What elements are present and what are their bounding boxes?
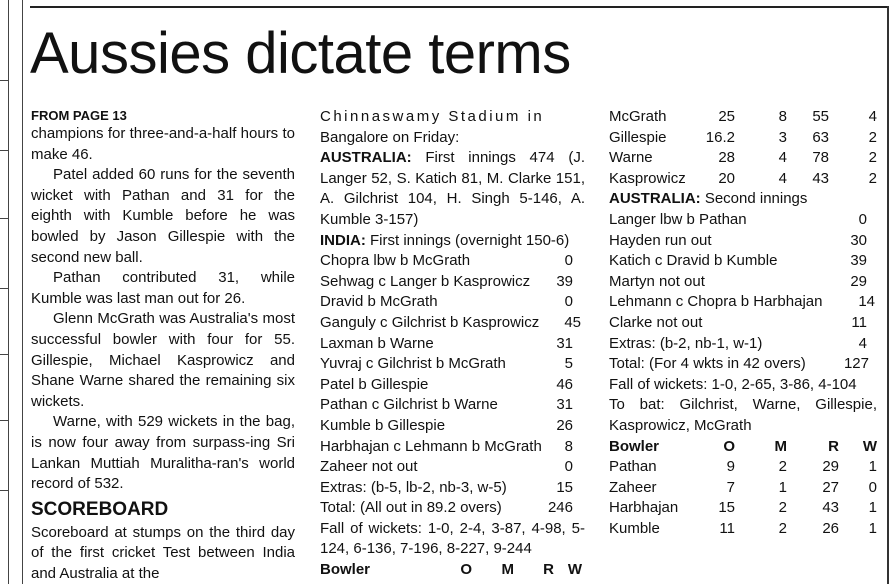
bowler-name: Gillespie <box>609 128 667 146</box>
bowling-header-cell: W <box>862 437 877 455</box>
batsman-runs: 39 <box>556 272 573 290</box>
batsman-dismissal: Zaheer not out <box>320 458 418 476</box>
extras-value: 15 <box>556 478 573 496</box>
continued-from-kicker: FROM PAGE 13 <box>31 108 127 123</box>
wickets: 1 <box>868 458 877 476</box>
maidens: 8 <box>778 108 787 125</box>
maidens: 4 <box>778 149 787 167</box>
batsman-dismissal: Harbhajan c Lehmann b McGrath <box>320 437 542 455</box>
wickets: 2 <box>868 149 877 167</box>
right-border-rule <box>887 6 889 584</box>
team-label: INDIA: <box>320 231 366 249</box>
bowling-row <box>609 519 877 540</box>
extras-row <box>320 478 585 499</box>
margin-tick <box>0 420 8 421</box>
wickets: 2 <box>868 128 877 146</box>
maidens: 2 <box>778 458 787 476</box>
bowling-row <box>609 148 877 169</box>
batsman-dismissal: Katich c Dravid b Kumble <box>609 252 778 270</box>
extras-row <box>609 334 877 355</box>
batting-row <box>320 375 585 396</box>
batting-row <box>320 437 585 458</box>
stadium-line: Chinnaswamy Stadium in <box>320 108 545 125</box>
runs: 43 <box>822 499 839 517</box>
maidens: 1 <box>778 478 787 496</box>
maidens: 3 <box>778 128 787 146</box>
batting-row <box>320 416 585 437</box>
batsman-runs: 46 <box>556 375 573 393</box>
bowling-header <box>609 437 877 458</box>
australia-second-innings <box>609 189 877 210</box>
batting-row <box>320 292 585 313</box>
scoreboard-column-3 <box>609 107 877 539</box>
batsman-runs: 0 <box>564 252 573 270</box>
bowling-row <box>609 169 877 190</box>
batting-row <box>320 457 585 478</box>
bowling-header-cell: M <box>501 561 514 579</box>
total-value: 246 <box>547 499 573 517</box>
australia-bowling-table <box>609 107 877 189</box>
batsman-runs: 0 <box>564 458 573 476</box>
batsman-runs: 26 <box>556 416 573 434</box>
batsman-dismissal: Langer lbw b Pathan <box>609 210 747 228</box>
batsman-dismissal: Chopra lbw b McGrath <box>320 252 471 270</box>
total-value: 127 <box>843 355 869 373</box>
wickets: 4 <box>868 108 877 125</box>
overs: 7 <box>726 478 735 496</box>
bowler-name: Warne <box>609 149 653 167</box>
australia-batting-list <box>609 210 877 375</box>
batsman-runs: 45 <box>564 313 581 331</box>
bowler-name: Pathan <box>609 458 657 476</box>
wickets: 0 <box>868 478 877 496</box>
bowling-row <box>609 498 877 519</box>
batsman-dismissal: Laxman b Warne <box>320 334 434 352</box>
batsman-runs: 8 <box>564 437 573 455</box>
india-first-innings <box>320 231 585 252</box>
batsman-runs: 31 <box>556 396 573 414</box>
batting-row <box>609 292 877 313</box>
bowling-header-cell: W <box>567 561 582 579</box>
wickets: 1 <box>868 499 877 517</box>
margin-tick <box>0 150 8 151</box>
wickets: 2 <box>868 169 877 187</box>
fall-of-wickets: Fall of wickets: 1-0, 2-65, 3-86, 4-104 <box>609 375 857 393</box>
overs: 15 <box>718 499 735 517</box>
runs: 78 <box>812 149 829 167</box>
article-paragraph: Pathan contributed 31, while Kumble was last man out for 26. <box>31 269 295 307</box>
bowling-row <box>609 128 877 149</box>
batsman-dismissal: Lehmann c Chopra b Harbhajan <box>609 293 823 311</box>
team-label: AUSTRALIA: <box>609 190 701 208</box>
runs: 43 <box>812 169 829 187</box>
article-paragraph: Glenn McGrath was Australia's most successful bowler with four for 55. Gillespie, Michael Kasprowicz and Shane Warne shared the remaining six wickets. <box>31 310 295 410</box>
batting-row <box>609 272 877 293</box>
total-label: Total: (For 4 wkts in 42 overs) <box>609 355 806 373</box>
extras-label: Extras: (b-5, lb-2, nb-3, w-5) <box>320 478 507 496</box>
batsman-runs: 14 <box>858 293 875 311</box>
batsman-dismissal: Martyn not out <box>609 272 705 290</box>
batting-row <box>320 251 585 272</box>
article-paragraph: Warne, with 529 wickets in the bag, is now four away from surpass-ing Sri Lankan Muttiah Muralitha-ran's world record of 532. <box>31 413 295 493</box>
margin-tick <box>0 218 8 219</box>
article-paragraph: Patel added 60 runs for the seventh wicket with Pathan and 31 for the eighth with Kumble before he was bowled by Jason Gillespie with the second new ball. <box>31 166 295 266</box>
bowling-header <box>320 560 585 581</box>
runs: 55 <box>812 108 829 125</box>
batting-row <box>320 395 585 416</box>
batsman-runs: 39 <box>850 252 867 270</box>
overs: 20 <box>718 169 735 187</box>
bowling-header-cell: R <box>543 561 554 579</box>
margin-tick <box>0 288 8 289</box>
extras-value: 4 <box>858 334 867 352</box>
bowling-header-cell: O <box>460 561 472 579</box>
batting-row <box>320 272 585 293</box>
margin-tick <box>0 354 8 355</box>
batsman-runs: 0 <box>564 293 573 311</box>
batsman-dismissal: Patel b Gillespie <box>320 375 429 393</box>
overs: 16.2 <box>705 128 735 146</box>
innings-summary: First innings 474 (J. Langer 52, S. Katich 81, M. Clarke 151, A. Gilchrist 104, H. Singh 5-146, A. Kumble 3-157) <box>320 149 585 228</box>
batting-row <box>609 210 877 231</box>
batting-row <box>320 354 585 375</box>
bowler-name: Zaheer <box>609 478 657 496</box>
batsman-dismissal: Pathan c Gilchrist b Warne <box>320 396 498 414</box>
batsman-runs: 29 <box>850 272 867 290</box>
runs: 63 <box>812 128 829 146</box>
batsman-dismissal: Dravid b McGrath <box>320 293 438 311</box>
overs: 28 <box>718 149 735 167</box>
batsman-dismissal: Ganguly c Gilchrist b Kasprowicz <box>320 313 540 331</box>
innings-summary: First innings (overnight 150-6) <box>365 231 570 249</box>
runs: 29 <box>822 458 839 476</box>
wickets: 1 <box>868 519 877 537</box>
bowling-row <box>609 457 877 478</box>
batsman-runs: 0 <box>858 210 867 228</box>
total-label: Total: (All out in 89.2 overs) <box>320 499 502 517</box>
australia-first-innings <box>320 148 585 230</box>
overs: 9 <box>726 458 735 476</box>
runs: 26 <box>822 519 839 537</box>
batsman-runs: 11 <box>851 313 867 331</box>
bowling-row <box>609 478 877 499</box>
batsman-dismissal: Hayden run out <box>609 231 712 249</box>
maidens: 2 <box>778 519 787 537</box>
bowling-header-cell: Bowler <box>320 561 371 579</box>
bowling-header-cell: R <box>828 437 839 455</box>
margin-tick <box>0 490 8 491</box>
batsman-dismissal: Kumble b Gillespie <box>320 416 446 434</box>
total-row <box>320 498 585 519</box>
margin-tick <box>0 80 8 81</box>
runs: 27 <box>822 478 839 496</box>
batsman-dismissal: Clarke not out <box>609 313 703 331</box>
bowler-name: Kasprowicz <box>609 169 686 187</box>
venue-line: Bangalore on Friday: <box>320 128 460 146</box>
fall-of-wickets: Fall of wickets: 1-0, 2-4, 3-87, 4-98, 5-124, 6-136, 7-196, 8-227, 9-244 <box>320 519 585 558</box>
top-rule <box>30 6 889 8</box>
batting-row <box>609 251 877 272</box>
bowling-header-cell: Bowler <box>609 437 660 455</box>
team-label: AUSTRALIA: <box>320 149 412 167</box>
left-margin-rule <box>8 0 9 584</box>
batting-row <box>320 313 585 334</box>
batsman-dismissal: Yuvraj c Gilchrist b McGrath <box>320 355 506 373</box>
column-rule <box>22 0 23 584</box>
bowler-name: Kumble <box>609 519 660 537</box>
scoreboard-column-2 <box>320 107 585 581</box>
maidens: 2 <box>778 499 787 517</box>
article-paragraph: champions for three-and-a-half hours to make 46. <box>31 125 295 163</box>
maidens: 4 <box>778 169 787 187</box>
extras-label: Extras: (b-2, nb-1, w-1) <box>609 334 763 352</box>
bowling-row <box>609 107 877 128</box>
batting-row <box>320 334 585 355</box>
to-bat-list: To bat: Gilchrist, Warne, Gillespie, Kasprowicz, McGrath <box>609 396 877 434</box>
overs: 25 <box>718 108 735 125</box>
innings-summary: Second innings <box>700 190 808 208</box>
headline: Aussies dictate terms <box>30 21 571 86</box>
bowler-name: McGrath <box>609 108 667 125</box>
batting-row <box>609 231 877 252</box>
scoreboard-intro: Scoreboard at stumps on the third day of the first cricket Test between India and Australia at the <box>31 523 295 582</box>
bowler-name: Harbhajan <box>609 499 679 517</box>
scoreboard-subhead: SCOREBOARD <box>31 498 169 520</box>
total-row <box>609 354 877 375</box>
batsman-runs: 5 <box>564 355 573 373</box>
india-bowling-table <box>609 457 877 539</box>
batsman-dismissal: Sehwag c Langer b Kasprowicz <box>320 272 531 290</box>
overs: 11 <box>719 519 735 537</box>
batting-row <box>609 313 877 334</box>
batsman-runs: 31 <box>556 334 573 352</box>
bowling-header-cell: O <box>723 437 735 455</box>
article-column-1 <box>31 107 295 584</box>
bowling-header-cell: M <box>774 437 787 455</box>
india-batting-list <box>320 251 585 519</box>
batsman-runs: 30 <box>850 231 867 249</box>
